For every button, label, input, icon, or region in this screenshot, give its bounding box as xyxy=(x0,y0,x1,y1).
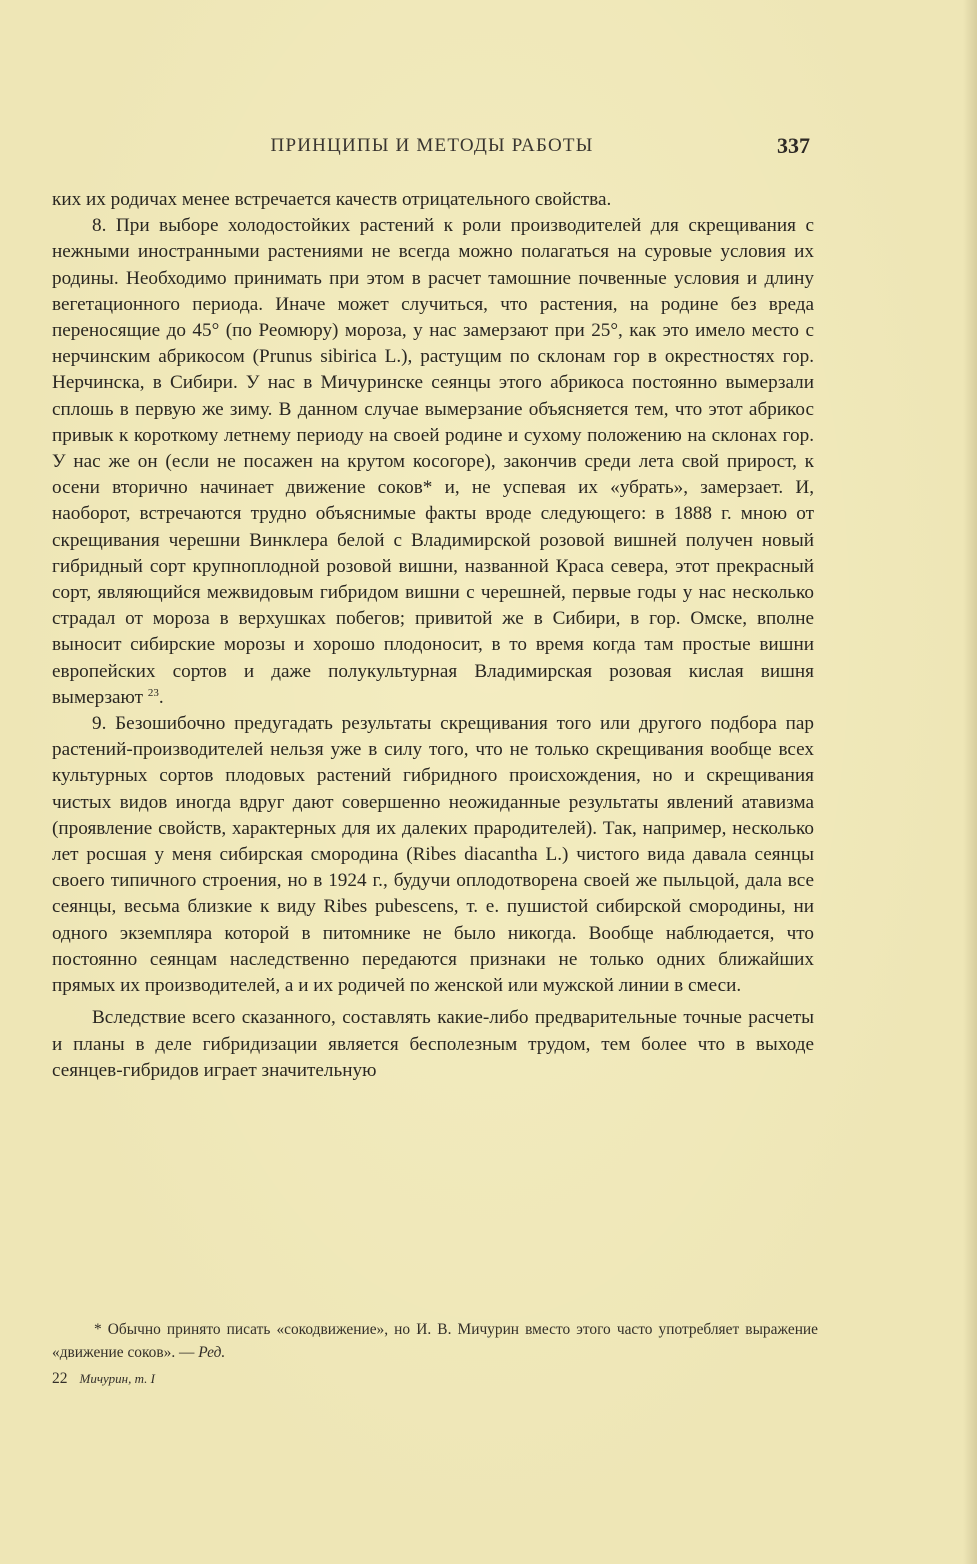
paragraph-8-text: 8. При выборе холодостойких растений к роли производителей для скрещивания с нежными иностранными растениями не всегда можно полагаться на суровые условия их родины. Необходимо принимать при этом в расчет тамошние почвенные условия и длину вегетационного периода. Иначе может случиться, что растения, на родине без вреда переносящие до 45° (по Реомюру) мороза, у нас замерзают при 25°, как это имело место с нерчинским абрикосом (Prunus sibirica L.), растущим по склонам гор в окрестностях гор. Нерчинска, в Сибири. У нас в Мичуринске сеянцы этого абрикоса постоянно вымерзали сплошь в первую же зиму. В данном случае вымерзание объясняется тем, что этот абрикос привык к короткому летнему периоду на своей родине и сухому положению на склонах гор. У нас же он (если не посажен на крутом косогоре), закончив среди лета свой прирост, к осени вторично начинает движение соков* и, не успевая их «убрать», замерзает. И, наоборот, встречаются трудно объяснимые факты вроде следующего: в 1888 г. мною от скрещивания черешни Винклера белой с Владимирской розовой вишней получен новый гибридный сорт крупноплодной розовой вишни, названной Краса севера, этот прекрасный сорт, являющийся межвидовым гибридом вишни с черешней, первые годы у нас несколько страдал от мороза в верхушках побегов; привитой же в Сибири, в гор. Омске, вполне выносит сибирские морозы и хорошо плодоносит, в то время когда там простые вишни европейских сортов и даже полукультурная Владимирская розовая кислая вишня вымерзают xyxy=(52,215,814,708)
paragraph-continuation: ких их родичах менее встречается качеств отрицательного свойства. xyxy=(52,189,612,210)
paragraph-9: 9. Безошибочно предугадать результаты скрещивания того или другого подбора пар растений-производителей нельзя уже в силу того, что не только скрещивания вообще всех культурных сортов плодовых растений гибридного происхождения, но и скрещивания чистых видов иногда вдруг дают совершенно неожиданные результаты явлений атавизма (проявление свойств, характерных для их далеких прародителей). Так, например, несколько лет росшая у меня сибирская смородина (Ribes diacantha L.) чистого вида давала сеянцы своего типичного строения, но в 1924 г., будучи оплодотворена своей же пыльцой, дала все сеянцы, весьма близкие к виду Ribes pubescens, т. е. пушистой сибирской смородины, ни одного экземпляра которой в питомнике не было никогда. Вообще наблюдается, что постоянно сеянцам наследственно передаются признаки не только одних ближайших прямых их производителей, а и их родичей по женской или мужской линии в смеси. xyxy=(52,713,814,997)
sheet-title: Мичурин, т. I xyxy=(79,1371,155,1386)
sheet-number: 22 xyxy=(52,1370,68,1387)
body-text xyxy=(52,187,814,1084)
paragraph-8 xyxy=(52,213,814,711)
printer-signature xyxy=(52,1370,155,1388)
running-title: ПРИНЦИПЫ И МЕТОДЫ РАБОТЫ xyxy=(270,135,594,156)
footnote-editor: Ред. xyxy=(198,1344,226,1361)
page-number: 337 xyxy=(777,133,810,158)
footnote-ref-23: 23 xyxy=(147,686,159,699)
paragraph-8-end: . xyxy=(158,686,164,708)
page-edge-shadow xyxy=(963,0,977,1564)
footnote xyxy=(52,1318,818,1364)
page-header xyxy=(52,133,812,163)
paragraph-conclusion: Вследствие всего сказанного, составлять какие-либо предварительные точные расчеты и планы в деле гибридизации является бесполезным трудом, тем более что в выходе сеянцев-гибридов играет значительную xyxy=(52,1007,814,1081)
footnote-text: * Обычно принято писать «сокодвижение», но И. В. Мичурин вместо этого часто употребляет выражение «движение соков». — xyxy=(52,1321,818,1361)
